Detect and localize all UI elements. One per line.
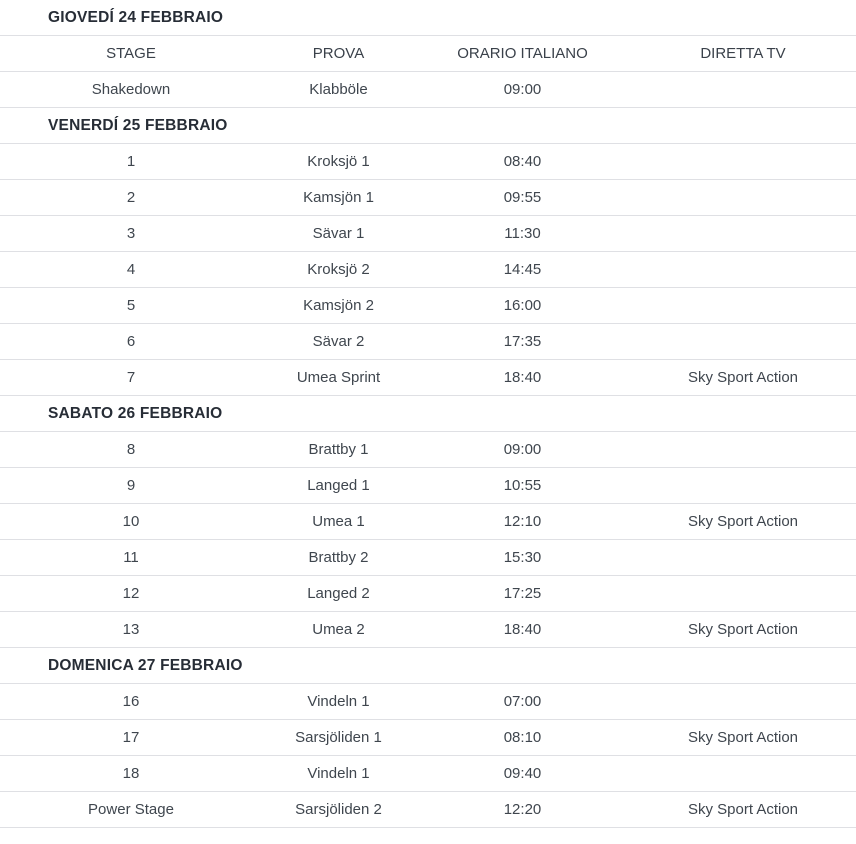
stage-cell: 17 — [122, 728, 140, 746]
stage-cell: 5 — [126, 296, 136, 314]
orario-cell: 14:45 — [503, 260, 542, 278]
day-header-row — [0, 0, 856, 36]
prova-cell: Umea 1 — [312, 512, 365, 530]
orario-cell: 17:35 — [503, 332, 542, 350]
stage-cell: 4 — [126, 260, 136, 278]
tv-cell: Sky Sport Action — [687, 728, 799, 746]
prova-cell: Brattby 1 — [308, 440, 369, 458]
table-row — [0, 180, 856, 216]
prova-cell: Kroksjö 2 — [307, 260, 370, 278]
orario-cell: 08:40 — [503, 152, 542, 170]
orario-cell: 17:25 — [503, 584, 542, 602]
stage-cell: 10 — [122, 512, 140, 530]
tv-cell: Sky Sport Action — [687, 800, 799, 818]
day-header-label: GIOVEDÍ 24 FEBBRAIO — [48, 8, 224, 26]
prova-cell: Brattby 2 — [308, 548, 369, 566]
prova-cell: Vindeln 1 — [307, 764, 370, 782]
stage-cell: 2 — [126, 188, 136, 206]
table-row — [0, 756, 856, 792]
stage-cell: 16 — [122, 692, 140, 710]
stage-cell: 8 — [126, 440, 136, 458]
column-header-orario: ORARIO ITALIANO — [457, 44, 588, 62]
day-header-label: SABATO 26 FEBBRAIO — [48, 404, 223, 422]
table-row — [0, 468, 856, 504]
orario-cell: 12:20 — [503, 800, 542, 818]
prova-cell: Sävar 2 — [312, 332, 365, 350]
orario-cell: 08:10 — [503, 728, 542, 746]
orario-cell: 11:30 — [504, 224, 541, 242]
column-header-stage: STAGE — [106, 44, 156, 62]
stage-cell: Shakedown — [91, 80, 171, 98]
prova-cell: Kamsjön 2 — [303, 296, 374, 314]
orario-cell: 18:40 — [503, 368, 542, 386]
column-header-diretta-tv: DIRETTA TV — [700, 44, 786, 62]
table-row — [0, 144, 856, 180]
table-row — [0, 540, 856, 576]
orario-cell: 09:00 — [503, 80, 542, 98]
stage-cell: 18 — [122, 764, 140, 782]
table-row — [0, 288, 856, 324]
table-row — [0, 684, 856, 720]
prova-cell: Sarsjöliden 1 — [295, 728, 382, 746]
tv-cell: Sky Sport Action — [687, 620, 799, 638]
table-row — [0, 792, 856, 828]
orario-cell: 12:10 — [503, 512, 542, 530]
column-header-row — [0, 36, 856, 72]
day-header-label: VENERDÍ 25 FEBBRAIO — [48, 116, 228, 134]
table-row — [0, 720, 856, 756]
table-row — [0, 612, 856, 648]
prova-cell: Sävar 1 — [312, 224, 365, 242]
table-row — [0, 72, 856, 108]
orario-cell: 09:00 — [503, 440, 542, 458]
table-row — [0, 576, 856, 612]
day-header-label: DOMENICA 27 FEBBRAIO — [48, 656, 243, 674]
stage-cell: 3 — [126, 224, 136, 242]
table-row — [0, 252, 856, 288]
day-header-row — [0, 648, 856, 684]
stage-cell: 12 — [122, 584, 140, 602]
prova-cell: Kamsjön 1 — [303, 188, 374, 206]
tv-cell: Sky Sport Action — [687, 512, 799, 530]
table-row — [0, 360, 856, 396]
prova-cell: Langed 2 — [307, 584, 370, 602]
table-row — [0, 324, 856, 360]
orario-cell: 09:55 — [503, 188, 542, 206]
stage-cell: 6 — [126, 332, 136, 350]
prova-cell: Kroksjö 1 — [307, 152, 370, 170]
orario-cell: 18:40 — [503, 620, 542, 638]
stage-cell: Power Stage — [88, 800, 174, 818]
table-row — [0, 432, 856, 468]
prova-cell: Langed 1 — [307, 476, 370, 494]
orario-cell: 07:00 — [503, 692, 542, 710]
tv-cell: Sky Sport Action — [687, 368, 799, 386]
day-header-row — [0, 108, 856, 144]
prova-cell: Sarsjöliden 2 — [295, 800, 382, 818]
stage-cell: 1 — [126, 152, 136, 170]
orario-cell: 09:40 — [503, 764, 542, 782]
stage-cell: 7 — [126, 368, 136, 386]
prova-cell: Vindeln 1 — [307, 692, 370, 710]
stage-cell: 11 — [123, 548, 139, 566]
column-header-prova: PROVA — [312, 44, 365, 62]
prova-cell: Umea Sprint — [296, 368, 381, 386]
table-row — [0, 504, 856, 540]
orario-cell: 15:30 — [503, 548, 542, 566]
orario-cell: 10:55 — [503, 476, 542, 494]
table-row — [0, 216, 856, 252]
stage-cell: 9 — [126, 476, 136, 494]
orario-cell: 16:00 — [503, 296, 542, 314]
prova-cell: Umea 2 — [312, 620, 365, 638]
stage-cell: 13 — [122, 620, 140, 638]
day-header-row — [0, 396, 856, 432]
prova-cell: Klabböle — [309, 80, 368, 98]
